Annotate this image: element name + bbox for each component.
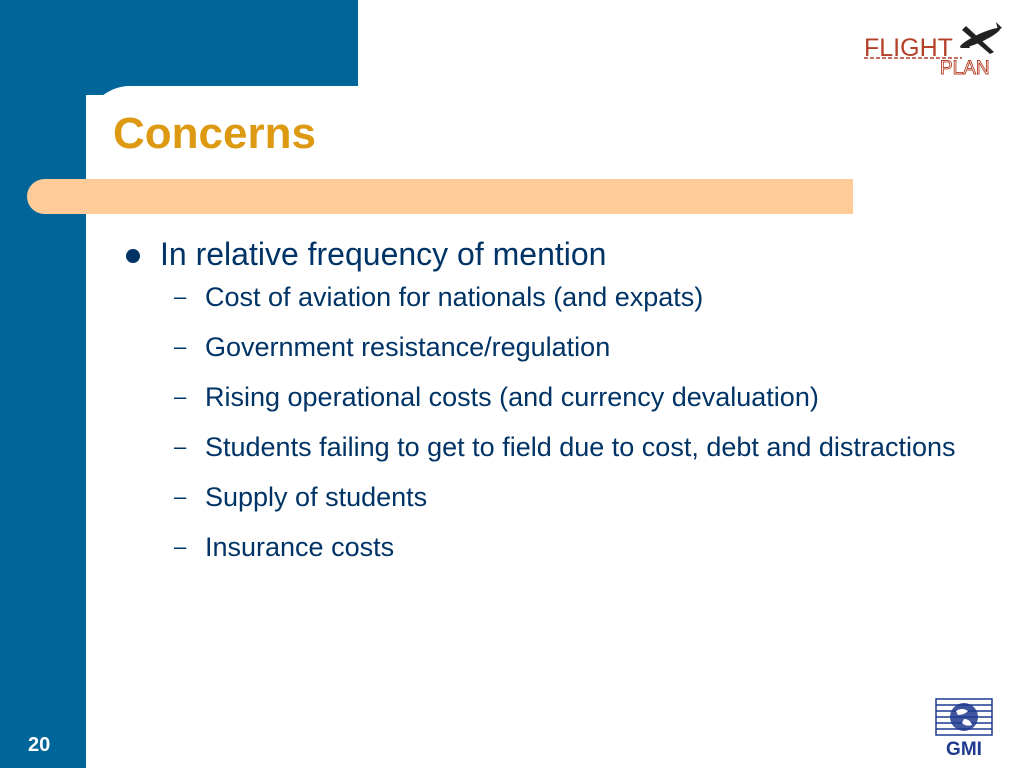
sub-bullet-item bbox=[122, 478, 985, 516]
bullet-level1 bbox=[122, 232, 1002, 276]
dash-marker: – bbox=[174, 334, 187, 359]
dash-marker: – bbox=[174, 484, 187, 509]
sub-bullet-item bbox=[122, 378, 985, 416]
gmi-logo bbox=[934, 697, 994, 759]
sub-bullet-text: Supply of students bbox=[205, 482, 428, 512]
dash-marker: – bbox=[174, 384, 187, 409]
slide-title: Concerns bbox=[113, 109, 316, 158]
airplane-icon bbox=[958, 22, 1002, 54]
flightplan-word1: FLIGHT bbox=[864, 34, 953, 62]
bullet-level1-text: In relative frequency of mention bbox=[160, 236, 607, 272]
sub-bullet-list bbox=[122, 278, 1002, 566]
title-underline-bar bbox=[27, 179, 853, 214]
sub-bullet-item bbox=[122, 328, 985, 366]
sub-bullet-text: Rising operational costs (and currency devaluation) bbox=[205, 382, 819, 412]
globe-icon bbox=[936, 699, 992, 735]
sub-bullet-item bbox=[122, 428, 985, 466]
bullet-dot-icon bbox=[126, 249, 140, 263]
flightplan-word2: PLAN bbox=[940, 58, 990, 78]
sub-bullet-text: Government resistance/regulation bbox=[205, 332, 611, 362]
sub-bullet-item bbox=[122, 278, 985, 316]
sub-bullet-text: Cost of aviation for nationals (and expats) bbox=[205, 282, 704, 312]
dash-marker: – bbox=[174, 534, 187, 559]
flightplan-logo bbox=[862, 14, 1012, 78]
left-color-band bbox=[0, 0, 86, 768]
page-number: 20 bbox=[28, 734, 51, 756]
sub-bullet-text: Students failing to get to field due to cost, debt and distractions bbox=[205, 432, 956, 462]
sub-bullet-item bbox=[122, 528, 985, 566]
bullet-content bbox=[122, 232, 1002, 578]
dash-marker: – bbox=[174, 284, 187, 309]
dash-marker: – bbox=[174, 434, 187, 459]
gmi-text: GMI bbox=[946, 739, 982, 759]
top-color-band bbox=[0, 0, 358, 95]
sub-bullet-text: Insurance costs bbox=[205, 532, 395, 562]
